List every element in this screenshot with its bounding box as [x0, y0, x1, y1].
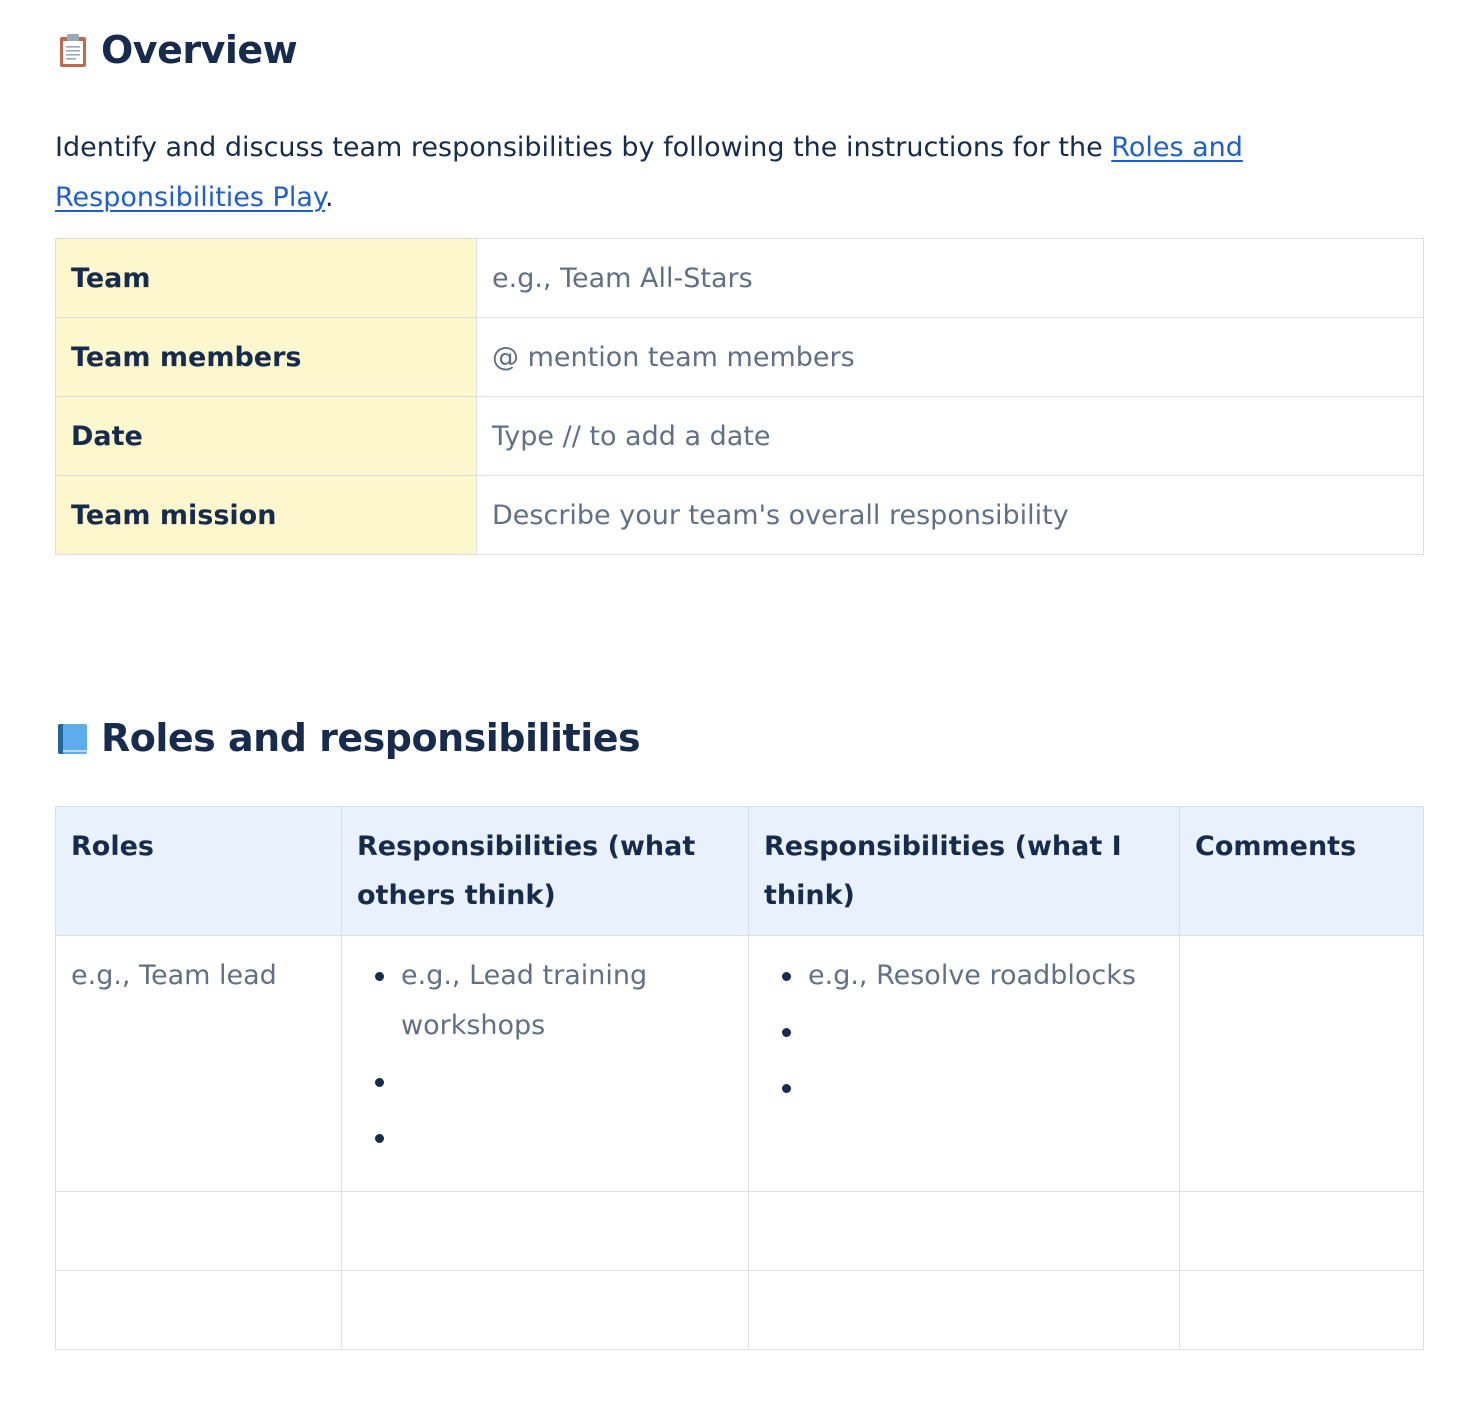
comments-cell[interactable] — [1180, 1271, 1424, 1350]
bullet-list — [357, 951, 733, 1163]
overview-heading — [55, 26, 297, 74]
roles-play-link[interactable]: Roles and Responsibilities Play — [55, 132, 1243, 213]
table-row — [56, 1271, 1424, 1350]
overview-value-team[interactable]: e.g., Team All-Stars — [477, 239, 1424, 318]
list-item[interactable] — [808, 1063, 1164, 1113]
overview-key: Date — [56, 397, 477, 476]
column-header-roles: Roles — [56, 807, 342, 936]
list-item[interactable] — [401, 1113, 733, 1163]
roles-title: Roles and responsibilities — [101, 716, 641, 760]
overview-title: Overview — [101, 28, 298, 72]
roles-heading — [55, 714, 640, 762]
overview-row-team-members — [56, 318, 1424, 397]
intro-paragraph — [55, 123, 1275, 223]
list-item[interactable]: e.g., Resolve roadblocks — [808, 951, 1164, 1001]
blue-book-icon — [55, 720, 91, 756]
overview-value-team-members[interactable]: @ mention team members — [477, 318, 1424, 397]
i-think-cell[interactable] — [749, 936, 1180, 1192]
overview-value-team-mission[interactable]: Describe your team's overall responsibility — [477, 476, 1424, 555]
overview-value-date[interactable]: Type // to add a date — [477, 397, 1424, 476]
column-header-comments: Comments — [1180, 807, 1424, 936]
roles-header-row — [56, 807, 1424, 936]
column-header-others-think: Responsibilities (what others think) — [342, 807, 749, 936]
intro-text: Identify and discuss team responsibilities by following the instructions for the — [55, 132, 1112, 163]
overview-key: Team — [56, 239, 477, 318]
table-row — [56, 936, 1424, 1192]
clipboard-icon — [55, 32, 91, 68]
overview-row-team-mission — [56, 476, 1424, 555]
list-item[interactable]: e.g., Lead training workshops — [401, 951, 733, 1051]
comments-cell[interactable] — [1180, 936, 1424, 1192]
overview-key: Team members — [56, 318, 477, 397]
intro-end: . — [325, 182, 334, 213]
bullet-list — [764, 951, 1164, 1113]
others-think-cell[interactable] — [342, 1192, 749, 1271]
role-cell[interactable] — [56, 1271, 342, 1350]
role-cell[interactable]: e.g., Team lead — [56, 936, 342, 1192]
column-header-i-think: Responsibilities (what I think) — [749, 807, 1180, 936]
i-think-cell[interactable] — [749, 1271, 1180, 1350]
overview-table — [55, 238, 1424, 555]
table-row — [56, 1192, 1424, 1271]
others-think-cell[interactable] — [342, 1271, 749, 1350]
others-think-cell[interactable] — [342, 936, 749, 1192]
overview-row-date — [56, 397, 1424, 476]
list-item[interactable] — [401, 1057, 733, 1107]
overview-key: Team mission — [56, 476, 477, 555]
overview-row-team — [56, 239, 1424, 318]
list-item[interactable] — [808, 1007, 1164, 1057]
roles-table — [55, 806, 1424, 1350]
comments-cell[interactable] — [1180, 1192, 1424, 1271]
i-think-cell[interactable] — [749, 1192, 1180, 1271]
role-cell[interactable] — [56, 1192, 342, 1271]
